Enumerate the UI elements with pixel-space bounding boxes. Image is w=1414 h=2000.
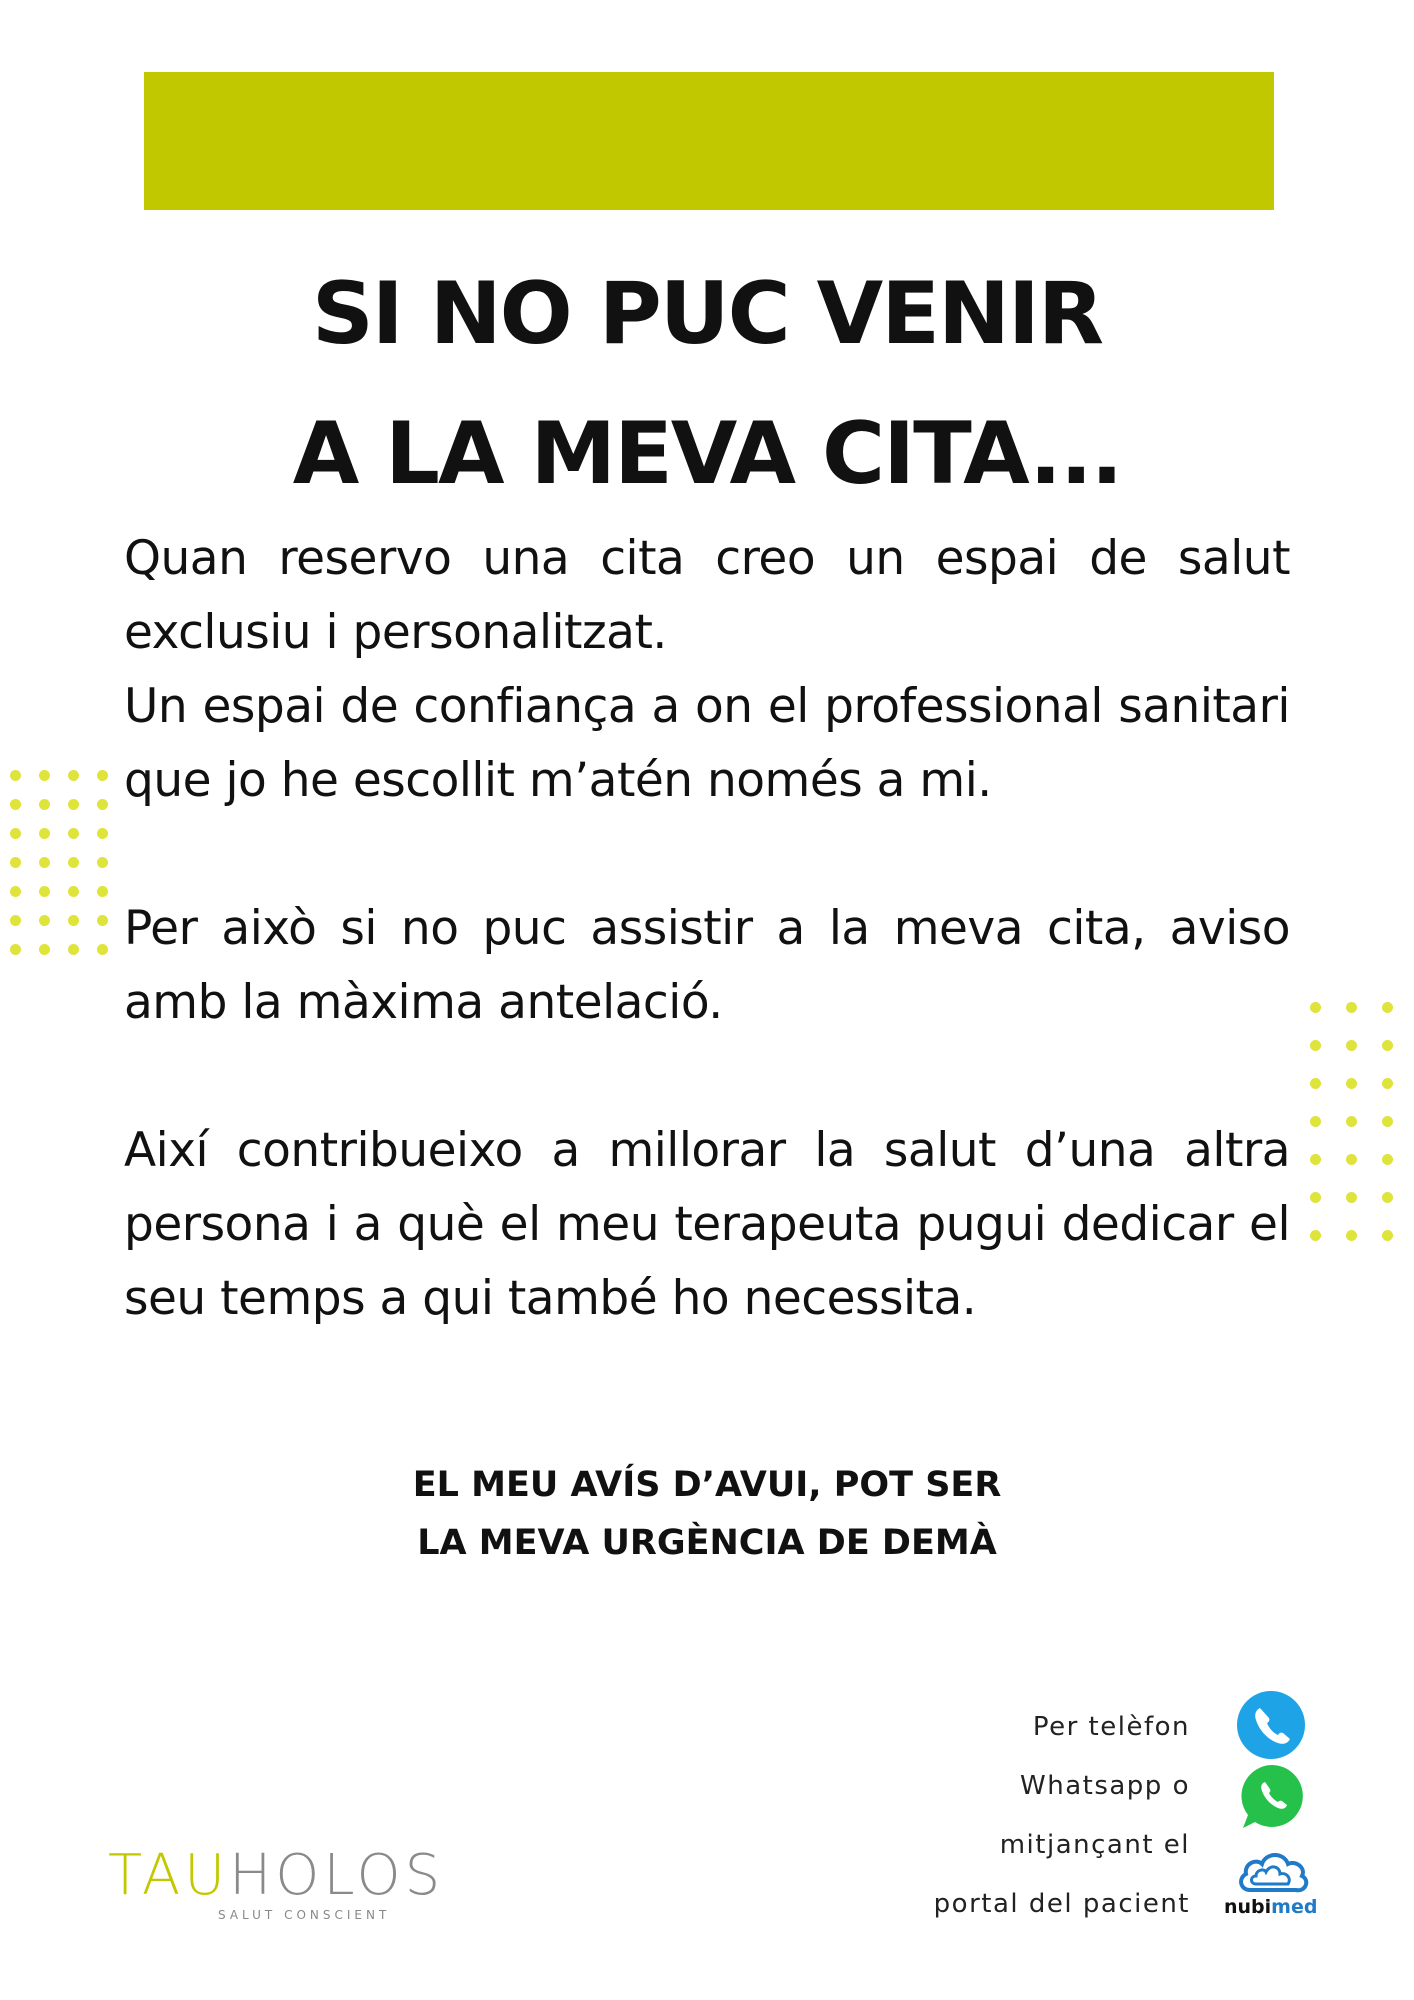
- decorative-dot: [1310, 1078, 1321, 1089]
- contact-line-2: Whatsapp o: [1020, 1771, 1190, 1801]
- decorative-dot: [1310, 1154, 1321, 1165]
- decorative-dot: [1382, 1002, 1393, 1013]
- decorative-dot: [39, 915, 50, 926]
- decorative-dot: [1382, 1078, 1393, 1089]
- decorative-dot: [68, 799, 79, 810]
- decorative-dot: [97, 915, 108, 926]
- decorative-dot: [1346, 1230, 1357, 1241]
- decorative-dot: [1382, 1116, 1393, 1127]
- decorative-dot: [10, 770, 21, 781]
- contact-info: [934, 1698, 1190, 1934]
- decorative-dot: [39, 770, 50, 781]
- decorative-dot: [68, 915, 79, 926]
- decorative-dot: [97, 828, 108, 839]
- decorative-dot: [1310, 1230, 1321, 1241]
- decorative-dot: [10, 799, 21, 810]
- decorative-dot: [10, 915, 21, 926]
- tagline-line-2: LA MEVA URGÈNCIA DE DEMÀ: [417, 1523, 997, 1563]
- nubimed-icon[interactable]: [1234, 1846, 1312, 1903]
- nubimed-wordmark-part-2: med: [1271, 1896, 1318, 1918]
- paragraph-1-sentence-2: Un espai de confiança a on el professional sanitari que jo he escollit m’atén només a mi.: [124, 679, 1290, 808]
- decorative-dot: [10, 857, 21, 868]
- decorative-dot: [1346, 1078, 1357, 1089]
- contact-line-1: Per telèfon: [1032, 1712, 1190, 1742]
- tauholos-logo: [108, 1843, 445, 1922]
- decorative-dot: [1382, 1154, 1393, 1165]
- decorative-dot: [68, 828, 79, 839]
- decorative-dot: [1346, 1002, 1357, 1013]
- title-line-2: A LA MEVA CITA...: [292, 404, 1122, 504]
- tagline: [0, 1456, 1414, 1572]
- contact-line-3: mitjançant el: [999, 1830, 1190, 1860]
- decorative-dot: [1310, 1002, 1321, 1013]
- decorative-dot: [10, 828, 21, 839]
- decorative-dot: [1346, 1192, 1357, 1203]
- nubimed-wordmark: [1224, 1896, 1317, 1918]
- decorative-dot: [1346, 1116, 1357, 1127]
- decorative-dot: [39, 886, 50, 897]
- decorative-dot: [10, 886, 21, 897]
- decorative-dot: [10, 944, 21, 955]
- decorative-dot: [68, 857, 79, 868]
- decorative-dot: [97, 799, 108, 810]
- body-text: [124, 522, 1290, 1336]
- decorative-dot: [97, 944, 108, 955]
- decorative-dot: [1310, 1116, 1321, 1127]
- logo-part-tau: TAU: [108, 1843, 230, 1908]
- header-color-bar: [144, 72, 1274, 210]
- paragraph-1-sentence-1: Quan reservo una cita creo un espai de salut exclusiu i personalitzat.: [124, 531, 1290, 660]
- decorative-dot: [1382, 1230, 1393, 1241]
- decorative-dot: [1310, 1040, 1321, 1051]
- page-title: [0, 244, 1414, 524]
- tagline-line-1: EL MEU AVÍS D’AVUI, POT SER: [412, 1465, 1002, 1505]
- phone-icon[interactable]: [1236, 1690, 1306, 1765]
- decorative-dot: [1382, 1040, 1393, 1051]
- decorative-dot: [97, 886, 108, 897]
- decorative-dot: [39, 828, 50, 839]
- decorative-dot: [97, 857, 108, 868]
- decorative-dot: [68, 944, 79, 955]
- title-line-1: SI NO PUC VENIR: [311, 264, 1103, 364]
- decorative-dot: [39, 799, 50, 810]
- logo-part-holos: HOLOS: [229, 1843, 445, 1908]
- decorative-dot: [39, 857, 50, 868]
- decorative-dot: [1310, 1192, 1321, 1203]
- contact-line-4: portal del pacient: [933, 1889, 1190, 1919]
- decorative-dot: [39, 944, 50, 955]
- paragraph-2: Per això si no puc assistir a la meva cita, aviso amb la màxima antelació.: [124, 901, 1290, 1030]
- decorative-dot: [68, 770, 79, 781]
- paragraph-3: Així contribueixo a millorar la salut d’una altra persona i a què el meu terapeuta pugui dedicar el seu temps a qui també ho necessita.: [124, 1123, 1290, 1326]
- decorative-dot: [1346, 1040, 1357, 1051]
- whatsapp-icon[interactable]: [1238, 1762, 1308, 1837]
- decorative-dot: [1346, 1154, 1357, 1165]
- decorative-dot: [1382, 1192, 1393, 1203]
- logo-subtitle: SALUT CONSCIENT: [218, 1908, 391, 1922]
- nubimed-wordmark-part-1: nubi: [1224, 1896, 1272, 1918]
- decorative-dot: [68, 886, 79, 897]
- decorative-dot: [97, 770, 108, 781]
